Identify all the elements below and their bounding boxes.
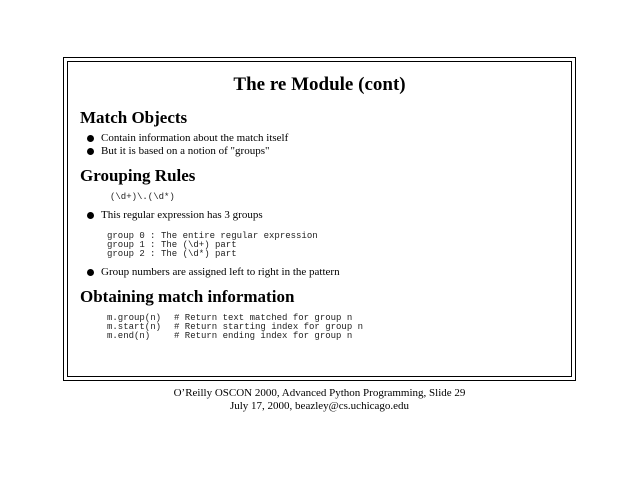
footer-line-2: July 17, 2000, beazley@cs.uchicago.edu: [229, 400, 410, 412]
bullet-item: [87, 145, 269, 157]
code-group-desc: The entire regular expression: [161, 231, 318, 241]
code-group-name: group 1: [107, 240, 145, 250]
bullet-text: Group numbers are assigned left to right in the pattern: [101, 266, 340, 278]
code-group-desc: The (\d+) part: [161, 240, 237, 250]
section-heading-grouping-rules: Grouping Rules: [80, 166, 196, 185]
section-heading-obtaining-match-info: Obtaining match information: [80, 287, 295, 306]
code-group-name: group 0: [107, 231, 145, 241]
code-method-comment: # Return ending index for group n: [174, 331, 353, 341]
section-heading-match-objects: Match Objects: [80, 108, 188, 127]
bullet-icon: [87, 212, 94, 219]
bullet-icon: [87, 135, 94, 142]
bullet-text: But it is based on a notion of "groups": [101, 145, 270, 157]
code-group-name: group 2: [107, 249, 145, 259]
code-method-comment: # Return starting index for group n: [174, 322, 364, 332]
bullet-text: Contain information about the match itself: [101, 132, 289, 144]
code-group-sep: :: [150, 240, 156, 250]
code-method-call: m.group(n): [107, 313, 162, 323]
bullet-item: [87, 209, 263, 221]
code-group-sep: :: [150, 249, 156, 259]
bullet-item: [87, 132, 288, 144]
code-pattern: (\d+)\.(\d*): [110, 192, 175, 202]
code-method-call: m.start(n): [107, 322, 162, 332]
footer-line-1: O’Reilly OSCON 2000, Advanced Python Programming, Slide 29: [173, 387, 466, 399]
bullet-icon: [87, 269, 94, 276]
code-method-comment: # Return text matched for group n: [174, 313, 353, 323]
bullet-text: This regular expression has 3 groups: [101, 209, 263, 221]
code-method-call: m.end(n): [107, 331, 151, 341]
bullet-item: [87, 266, 340, 278]
code-group-desc: The (\d*) part: [161, 249, 237, 259]
code-group-sep: :: [150, 231, 156, 241]
bullet-icon: [87, 148, 94, 155]
slide-title: The re Module (cont): [233, 74, 406, 95]
